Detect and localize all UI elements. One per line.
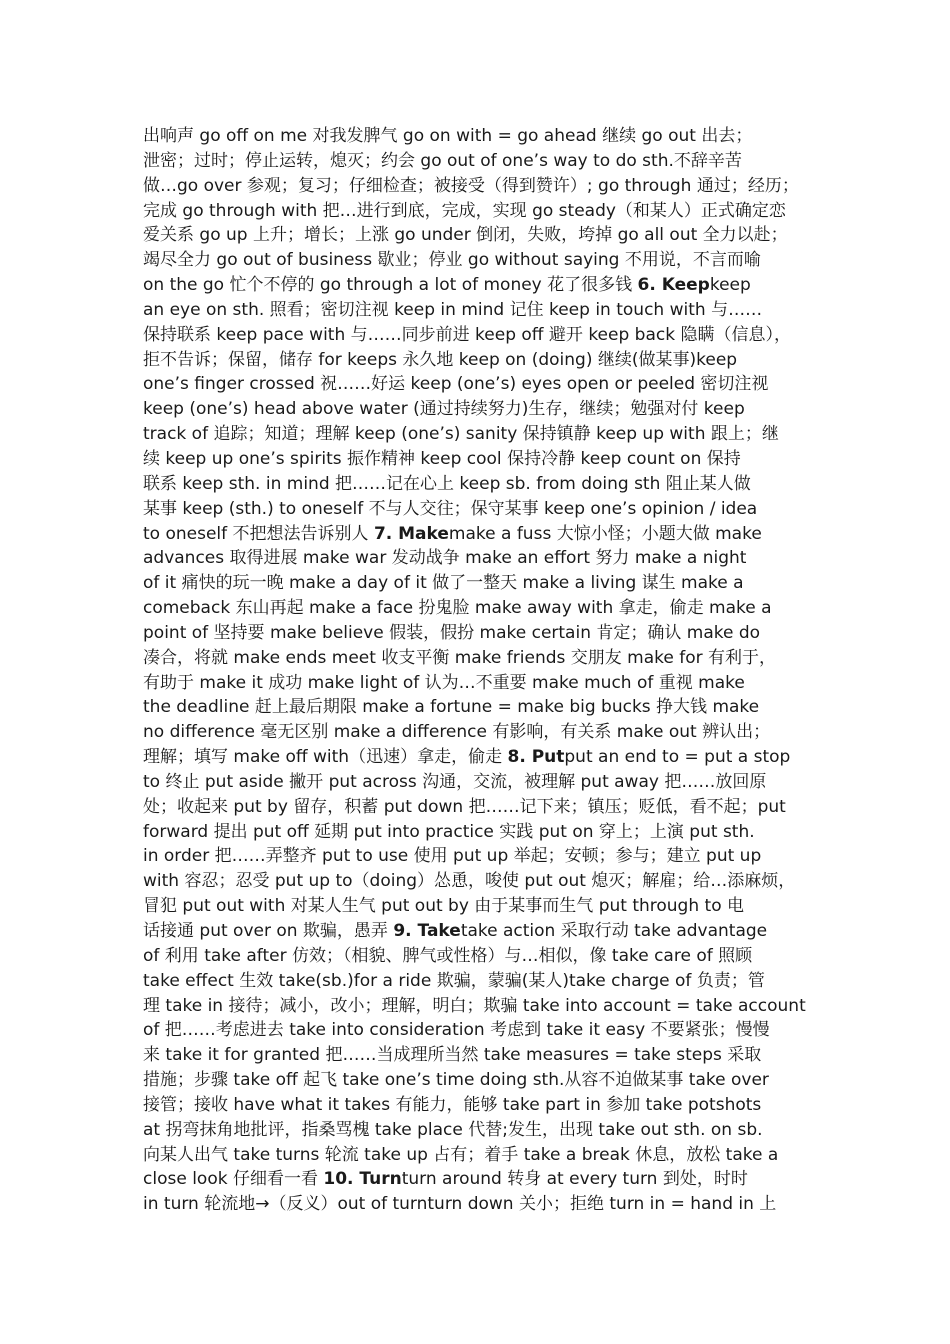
section-heading: 9. Take [393, 921, 461, 941]
text-segment: 来 take it for granted 把……当成理所当然 take measures = take steps 采取 [143, 1045, 762, 1066]
text-line [143, 323, 813, 348]
text-segment: 冒犯 put out with 对某人生气 put out by 由于某事而生气 put through to 电 [143, 896, 745, 917]
text-line [143, 695, 813, 720]
text-segment: 出响声 go off on me 对我发脾气 go on with = go ahead 继续 go out 出去； [143, 126, 753, 146]
text-segment: in turn 轮流地→（反义）out of turnturn down 关小；拒绝 turn in = hand in 上 [143, 1194, 777, 1215]
text-segment: comeback 东山再起 make a face 扮鬼脸 make away with 拿走，偷走 make a [143, 598, 772, 619]
text-line [143, 596, 813, 621]
text-segment: 措施；步骤 take off 起飞 take one’s time doing sth.从容不迫做某事 take over [143, 1070, 769, 1091]
text-segment: 做…go over 参观；复习；仔细检查；被接受（得到赞许）; go through 通过；经历； [143, 175, 799, 196]
text-segment: 向某人出气 take turns 轮流 take up 占有；着手 take a break 休息，放松 take a [143, 1144, 779, 1165]
text-segment: keep [709, 275, 751, 296]
text-segment: take effect 生效 take(sb.)for a ride 欺骗，蒙骗(某人)take charge of 负责；管 [143, 970, 765, 991]
text-line [143, 273, 813, 298]
text-line [143, 472, 813, 497]
text-segment: turn around 转身 at every turn 到处，时时 [401, 1169, 748, 1190]
text-line [143, 1043, 813, 1068]
text-line [143, 795, 813, 820]
text-segment: one’s finger crossed 祝……好运 keep (one’s) eyes open or peeled 密切注视 [143, 374, 769, 395]
text-segment: 保持联系 keep pace with 与……同步前进 keep off 避开 keep back 隐瞒（信息）， [143, 324, 791, 345]
text-line [143, 1068, 813, 1093]
text-segment: put an end to = put a stop [564, 747, 791, 768]
text-segment: of 把……考虑进去 take into consideration 考虑到 take it easy 不要紧张；慢慢 [143, 1020, 770, 1041]
text-segment: forward 提出 put off 延期 put into practice 实践 put on 穿上；上演 put sth. [143, 821, 755, 842]
text-segment: of 利用 take after 仿效；（相貌、脾气或性格）与…相似，像 take care of 照顾 [143, 945, 753, 966]
text-segment: in order 把……弄整齐 put to use 使用 put up 举起；安顿；参与；建立 put up [143, 846, 762, 867]
section-heading: 7. Make [373, 523, 449, 544]
text-line [143, 919, 813, 944]
text-line [143, 1118, 813, 1143]
text-line [143, 298, 813, 323]
text-segment: 某事 keep (sth.) to oneself 不与人交往；保守某事 keep one’s opinion / idea [143, 498, 758, 519]
text-line [143, 546, 813, 571]
text-line [143, 1143, 813, 1168]
text-segment: 续 keep up one’s spirits 振作精神 keep cool 保持冷静 keep count on 保持 [143, 448, 741, 469]
text-segment: advances 取得进展 make war 发动战争 make an effort 努力 make a night [143, 548, 747, 569]
text-line [143, 199, 813, 224]
section-heading: 8. Put [507, 747, 565, 768]
text-line [143, 149, 813, 174]
text-line [143, 869, 813, 894]
text-line [143, 174, 813, 199]
text-line [143, 1018, 813, 1043]
text-line [143, 372, 813, 397]
text-segment: an eye on sth. 照看；密切注视 keep in mind 记住 keep in touch with 与…… [143, 299, 763, 320]
text-line [143, 447, 813, 472]
text-segment: track of 追踪；知道；理解 keep (one’s) sanity 保持镇静 keep up with 跟上；继 [143, 424, 779, 445]
text-segment: point of 坚持要 make believe 假装，假扮 make certain 肯定；确认 make do [143, 622, 761, 643]
text-line [143, 894, 813, 919]
text-segment: with 容忍；忍受 put up to（doing）怂恿，唆使 put out 熄灭；解雇；给…添麻烦， [143, 871, 796, 892]
text-segment: 理 take in 接待；减小，改小；理解，明白；欺骗 take into account = take account [143, 995, 806, 1016]
text-line [143, 969, 813, 994]
text-line [143, 124, 813, 149]
section-heading: 6. Keep [637, 275, 710, 296]
text-segment: 爱关系 go up 上升；增长；上涨 go under 倒闭，失败，垮掉 go all out 全力以赴； [143, 225, 788, 246]
text-segment: 竭尽全力 go out of business 歇业；停业 go without saying 不用说，不言而喻 [143, 250, 761, 271]
text-line [143, 1192, 813, 1217]
text-line [143, 248, 813, 273]
text-segment: the deadline 赶上最后期限 make a fortune = make big bucks 挣大钱 make [143, 697, 760, 718]
text-line [143, 944, 813, 969]
text-line [143, 571, 813, 596]
text-segment: 联系 keep sth. in mind 把……记在心上 keep sb. from doing sth 阻止某人做 [143, 473, 751, 494]
text-line [143, 745, 813, 770]
text-line [143, 646, 813, 671]
text-segment: close look 仔细看一看 [143, 1169, 324, 1190]
text-segment: 完成 go through with 把…进行到底，完成，实现 go steady（和某人）正式确定恋 [143, 200, 786, 221]
section-heading: 10. Turn [323, 1169, 402, 1190]
text-segment: to 终止 put aside 撇开 put across 沟通，交流，被理解 put away 把……放回原 [143, 771, 767, 792]
text-line [143, 1093, 813, 1118]
text-segment: 接管；接收 have what it takes 有能力，能够 take part in 参加 take potshots [143, 1094, 762, 1115]
text-segment: to oneself 不把想法告诉别人 [143, 523, 374, 544]
text-segment: no difference 毫无区别 make a difference 有影响，有关系 make out 辨认出； [143, 722, 771, 743]
text-line [143, 671, 813, 696]
text-segment: 理解；填写 make off with（迅速）拿走，偷走 [143, 747, 508, 768]
text-line [143, 397, 813, 422]
text-line [143, 770, 813, 795]
text-segment: 话接通 put over on 欺骗，愚弄 [143, 921, 394, 941]
text-line [143, 844, 813, 869]
text-segment: 拒不告诉；保留，储存 for keeps 永久地 keep on (doing) 继续(做某事)keep [143, 349, 738, 370]
text-segment: on the go 忙个不停的 go through a lot of money 花了很多钱 [143, 275, 638, 296]
text-segment: 泄密；过时；停止运转，熄灭；约会 go out of one’s way to do sth.不辞辛苦 [143, 150, 742, 171]
text-line [143, 720, 813, 745]
text-line [143, 422, 813, 447]
text-line [143, 522, 813, 547]
text-segment: 有助于 make it 成功 make light of 认为…不重要 make much of 重视 make [143, 672, 745, 693]
text-segment: 凑合，将就 make ends meet 收支平衡 make friends 交朋友 make for 有利于， [143, 647, 777, 668]
text-segment: make a fuss 大惊小怪；小题大做 make [448, 523, 762, 544]
text-line [143, 1167, 813, 1192]
text-line [143, 820, 813, 845]
text-line [143, 223, 813, 248]
text-line [143, 348, 813, 373]
text-line [143, 994, 813, 1019]
text-segment: at 拐弯抹角地批评，指桑骂槐 take place 代替;发生，出现 take out sth. on sb. [143, 1119, 763, 1140]
text-line [143, 621, 813, 646]
text-segment: of it 痛快的玩一晚 make a day of it 做了一整天 make a living 谋生 make a [143, 573, 744, 594]
text-line [143, 497, 813, 522]
text-segment: take action 采取行动 take advantage [460, 921, 768, 941]
text-segment: 处；收起来 put by 留存，积蓄 put down 把……记下来；镇压；贬低，看不起；put [143, 796, 786, 817]
text-segment: keep (one’s) head above water (通过持续努力)生存，继续；勉强对付 keep [143, 399, 745, 420]
document-body-text [143, 124, 813, 1217]
